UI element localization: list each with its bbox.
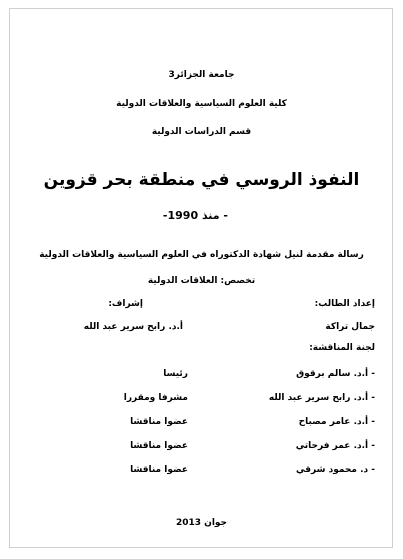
student-label: إعداد الطالب: [314,299,375,309]
committee-member-role: عضوا مناقشا [130,465,188,475]
committee-member-role: عضوا مناقشا [130,441,188,451]
thesis-title: النفوذ الروسي في منطقة بحر قزوين [43,170,360,190]
committee-member-name: - د. محمود شرقي [296,465,375,475]
supervisor-label: إشراف: [108,299,143,309]
committee-member-name: - أ.د. سالم برقوق [296,369,375,379]
committee-member-name: - أ.د. عامر مصباح [298,417,375,427]
committee-label: لجنة المناقشة: [309,343,375,353]
committee-member-role: مشرفا ومقررا [123,393,188,403]
committee-member-role: عضوا مناقشا [130,417,188,427]
thesis-subtitle: - منذ 1990- [162,209,228,222]
supervisor-name: أ.د. رابح سرير عبد الله [83,322,183,332]
university-name: جامعة الجزائر3 [168,70,235,80]
student-name: جمال تراكة [325,322,375,332]
committee-member-name: - أ.د. رابح سرير عبد الله [268,393,375,403]
faculty-name: كلية العلوم السياسية والعلاقات الدولية [116,99,287,109]
department-name: قسم الدراسات الدولية [151,127,252,137]
committee-member-name: - أ.د. عمر فرحاتي [295,441,375,451]
thesis-specialty: تخصص: العلاقات الدولية [147,276,256,286]
thesis-description: رسالة مقدمة لنيل شهادة الدكتوراه في العلوم السياسية والعلاقات الدولية [39,250,364,260]
thesis-date: جوان 2013 [175,518,228,528]
committee-member-role: رئيسا [163,369,188,379]
